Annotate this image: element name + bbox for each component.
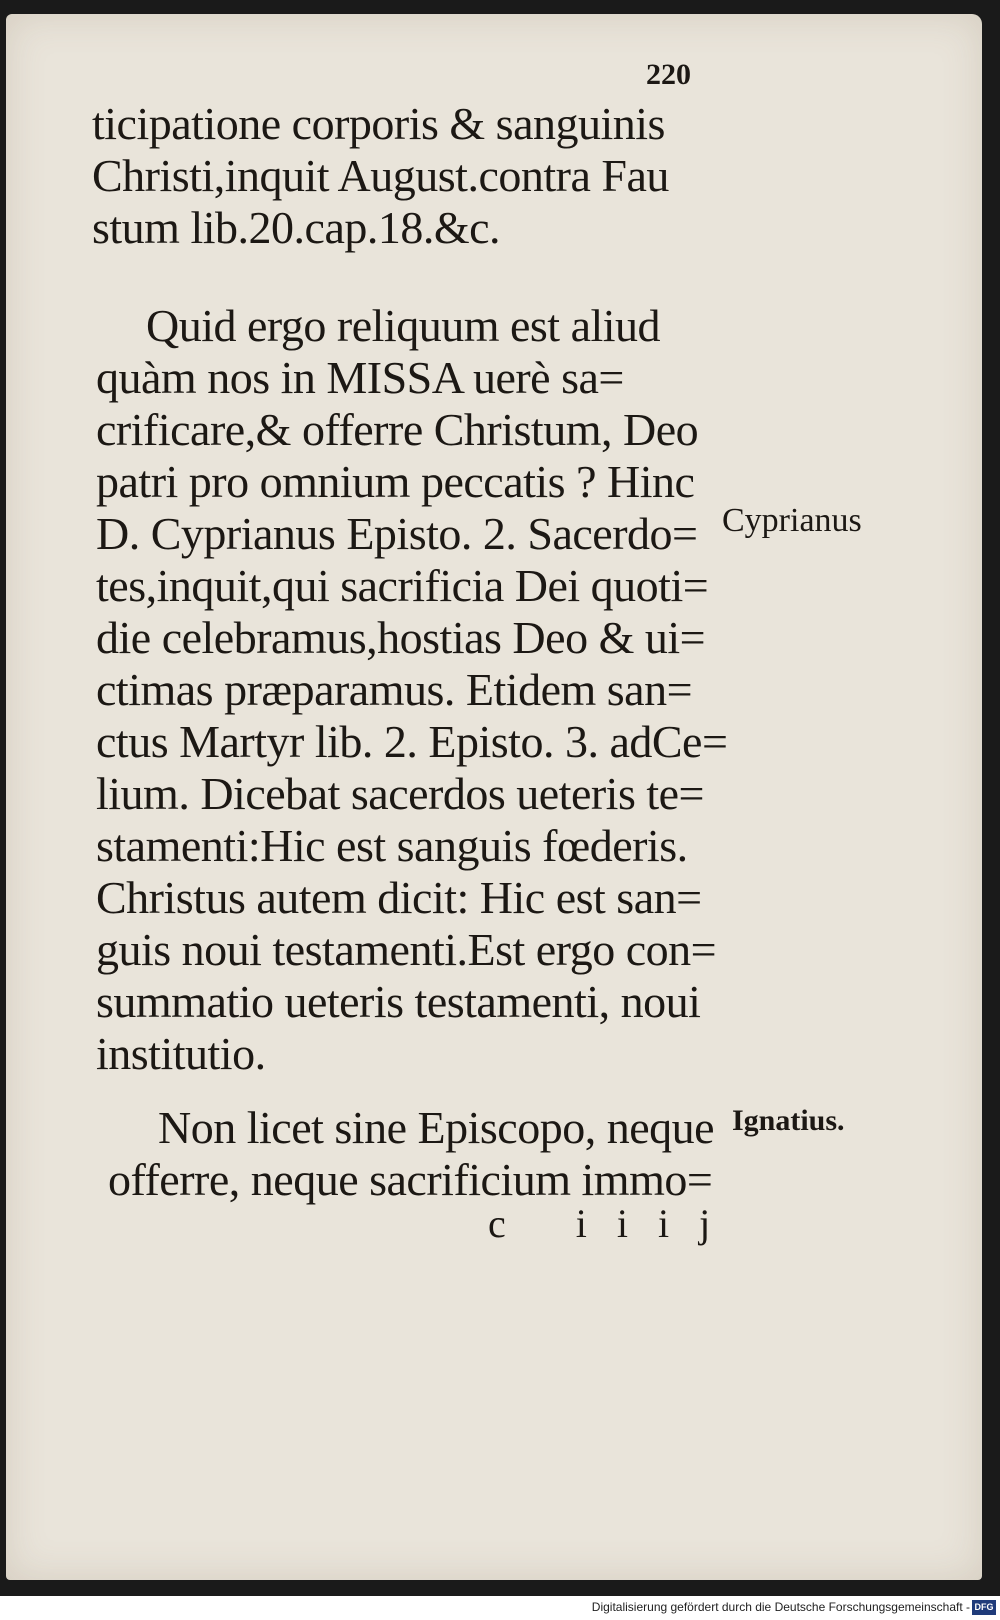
text-line: institutio. (96, 1028, 266, 1079)
page-number: 220 (646, 58, 691, 91)
text-block-ignatius (108, 1102, 714, 1206)
text-line: ticipatione corporis & sanguinis (92, 98, 665, 149)
text-line: patri pro omnium peccatis ? Hinc (96, 456, 695, 507)
text-line: quàm nos in MISSA uerè sa= (96, 352, 624, 403)
text-line: offerre, neque sacrificium immo= (108, 1154, 713, 1205)
marginal-note-ignatius: Ignatius. (732, 1104, 845, 1137)
dfg-logo: DFG (972, 1600, 996, 1615)
text-line: ctus Martyr lib. 2. Episto. 3. adCe= (96, 716, 728, 767)
digitization-footer (0, 1596, 1000, 1620)
text-line: lium. Dicebat sacerdos ueteris te= (96, 768, 704, 819)
text-line: Quid ergo reliquum est aliud (146, 300, 661, 351)
book-page (6, 14, 982, 1580)
text-line: D. Cyprianus Episto. 2. Sacerdo= (96, 508, 698, 559)
footer-credit: Digitalisierung gefördert durch die Deutsche Forschungsgemeinschaft - (591, 1600, 970, 1614)
text-line: Non licet sine Episcopo, neque (158, 1102, 715, 1153)
text-block-continuation (92, 98, 669, 254)
text-line: ctimas præparamus. Etidem san= (96, 664, 693, 715)
text-line: stamenti:Hic est sanguis fœderis. (96, 820, 688, 871)
text-line: stum lib.20.cap.18.&c. (92, 202, 501, 253)
text-line: die celebramus,hostias Deo & ui= (96, 612, 706, 663)
text-line: crificare,& offerre Christum, Deo (96, 404, 699, 455)
text-line: tes,inquit,qui sacrificia Dei quoti= (96, 560, 709, 611)
signature-mark: c iiij (488, 1201, 741, 1246)
text-line: Christus autem dicit: Hic est san= (96, 872, 702, 923)
text-line: Christi,inquit August.contra Fau (92, 150, 669, 201)
marginal-note-cyprianus: Cyprianus (722, 502, 862, 539)
text-line: summatio ueteris testamenti, noui (96, 976, 701, 1027)
text-block-missa (96, 300, 727, 1080)
text-line: guis noui testamenti.Est ergo con= (96, 924, 717, 975)
